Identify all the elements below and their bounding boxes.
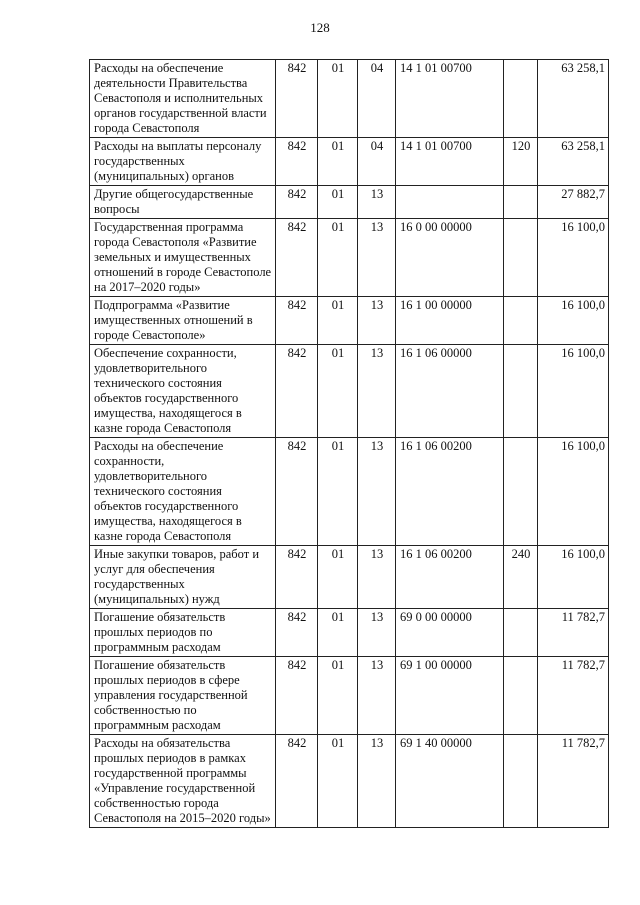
- target-article-cell: 16 0 00 00000: [396, 219, 504, 297]
- target-article-cell: 69 1 40 00000: [396, 735, 504, 828]
- budget-table-body: [90, 60, 609, 828]
- section-code-cell: 01: [318, 735, 358, 828]
- ministry-code-cell: 842: [276, 186, 318, 219]
- table-row: [90, 657, 609, 735]
- expense-type-cell: [504, 186, 538, 219]
- subsection-code-cell: 13: [358, 609, 396, 657]
- row-name-cell: Расходы на обязательства прошлых периодов в рамках государственной программы «Управление государственной собственностью города Севастополя на 2015–2020 годы»: [90, 735, 276, 828]
- subsection-code-cell: 13: [358, 657, 396, 735]
- table-row: [90, 546, 609, 609]
- amount-cell: 16 100,0: [538, 546, 609, 609]
- section-code-cell: 01: [318, 138, 358, 186]
- table-row: [90, 345, 609, 438]
- expense-type-cell: 240: [504, 546, 538, 609]
- ministry-code-cell: 842: [276, 657, 318, 735]
- row-name-cell: Погашение обязательств прошлых периодов в сфере управления государственной собственностью по программным расходам: [90, 657, 276, 735]
- section-code-cell: 01: [318, 219, 358, 297]
- table-row: [90, 186, 609, 219]
- budget-table: [89, 59, 609, 828]
- amount-cell: 11 782,7: [538, 657, 609, 735]
- amount-cell: 11 782,7: [538, 735, 609, 828]
- section-code-cell: 01: [318, 546, 358, 609]
- amount-cell: 63 258,1: [538, 60, 609, 138]
- table-row: [90, 60, 609, 138]
- target-article-cell: 14 1 01 00700: [396, 60, 504, 138]
- row-name-cell: Расходы на обеспечение деятельности Правительства Севастополя и исполнительных органов государственной власти города Севастополя: [90, 60, 276, 138]
- section-code-cell: 01: [318, 186, 358, 219]
- ministry-code-cell: 842: [276, 60, 318, 138]
- subsection-code-cell: 13: [358, 219, 396, 297]
- target-article-cell: 16 1 06 00000: [396, 345, 504, 438]
- row-name-cell: Иные закупки товаров, работ и услуг для обеспечения государственных (муниципальных) нужд: [90, 546, 276, 609]
- ministry-code-cell: 842: [276, 438, 318, 546]
- table-row: [90, 735, 609, 828]
- expense-type-cell: [504, 345, 538, 438]
- row-name-cell: Расходы на обеспечение сохранности, удовлетворительного технического состояния объектов государственного имущества, находящегося в казне города Севастополя: [90, 438, 276, 546]
- expense-type-cell: [504, 735, 538, 828]
- amount-cell: 11 782,7: [538, 609, 609, 657]
- expense-type-cell: [504, 219, 538, 297]
- expense-type-cell: [504, 438, 538, 546]
- table-row: [90, 297, 609, 345]
- ministry-code-cell: 842: [276, 546, 318, 609]
- row-name-cell: Государственная программа города Севастополя «Развитие земельных и имущественных отношений в городе Севастополе на 2017–2020 годы»: [90, 219, 276, 297]
- target-article-cell: 16 1 06 00200: [396, 438, 504, 546]
- expense-type-cell: [504, 297, 538, 345]
- row-name-cell: Расходы на выплаты персоналу государственных (муниципальных) органов: [90, 138, 276, 186]
- ministry-code-cell: 842: [276, 138, 318, 186]
- subsection-code-cell: 13: [358, 297, 396, 345]
- amount-cell: 27 882,7: [538, 186, 609, 219]
- subsection-code-cell: 04: [358, 60, 396, 138]
- expense-type-cell: [504, 609, 538, 657]
- ministry-code-cell: 842: [276, 735, 318, 828]
- amount-cell: 16 100,0: [538, 297, 609, 345]
- ministry-code-cell: 842: [276, 345, 318, 438]
- target-article-cell: 69 1 00 00000: [396, 657, 504, 735]
- target-article-cell: 16 1 06 00200: [396, 546, 504, 609]
- page-number: 128: [310, 20, 330, 35]
- expense-type-cell: 120: [504, 138, 538, 186]
- ministry-code-cell: 842: [276, 609, 318, 657]
- subsection-code-cell: 13: [358, 438, 396, 546]
- amount-cell: 16 100,0: [538, 345, 609, 438]
- section-code-cell: 01: [318, 657, 358, 735]
- target-article-cell: 69 0 00 00000: [396, 609, 504, 657]
- row-name-cell: Другие общегосударственные вопросы: [90, 186, 276, 219]
- amount-cell: 63 258,1: [538, 138, 609, 186]
- subsection-code-cell: 13: [358, 186, 396, 219]
- section-code-cell: 01: [318, 438, 358, 546]
- amount-cell: 16 100,0: [538, 438, 609, 546]
- row-name-cell: Подпрограмма «Развитие имущественных отношений в городе Севастополе»: [90, 297, 276, 345]
- table-row: [90, 138, 609, 186]
- section-code-cell: 01: [318, 345, 358, 438]
- target-article-cell: [396, 186, 504, 219]
- ministry-code-cell: 842: [276, 297, 318, 345]
- subsection-code-cell: 04: [358, 138, 396, 186]
- amount-cell: 16 100,0: [538, 219, 609, 297]
- target-article-cell: 16 1 00 00000: [396, 297, 504, 345]
- table-row: [90, 609, 609, 657]
- table-row: [90, 438, 609, 546]
- section-code-cell: 01: [318, 297, 358, 345]
- table-row: [90, 219, 609, 297]
- expense-type-cell: [504, 657, 538, 735]
- subsection-code-cell: 13: [358, 735, 396, 828]
- row-name-cell: Погашение обязательств прошлых периодов по программным расходам: [90, 609, 276, 657]
- subsection-code-cell: 13: [358, 345, 396, 438]
- row-name-cell: Обеспечение сохранности, удовлетворительного технического состояния объектов государственного имущества, находящегося в казне города Севастополя: [90, 345, 276, 438]
- subsection-code-cell: 13: [358, 546, 396, 609]
- expense-type-cell: [504, 60, 538, 138]
- section-code-cell: 01: [318, 609, 358, 657]
- ministry-code-cell: 842: [276, 219, 318, 297]
- target-article-cell: 14 1 01 00700: [396, 138, 504, 186]
- section-code-cell: 01: [318, 60, 358, 138]
